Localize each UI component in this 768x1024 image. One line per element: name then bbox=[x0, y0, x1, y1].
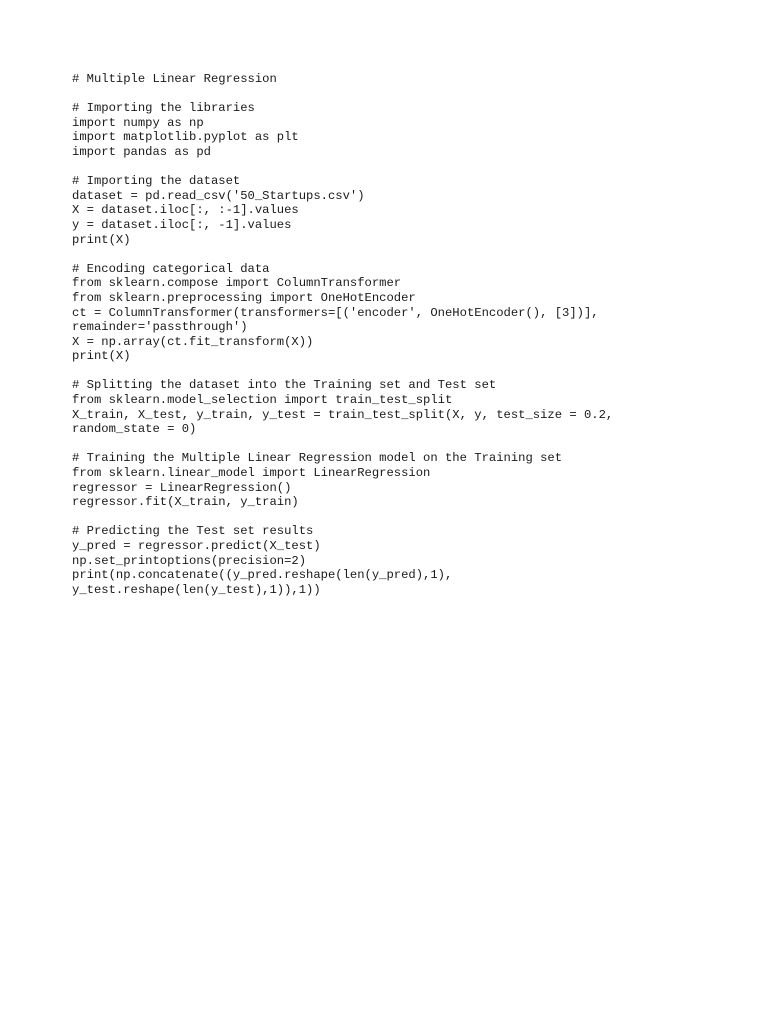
code-block-predicting bbox=[72, 524, 712, 597]
code-line: from sklearn.model_selection import train_test_split bbox=[72, 393, 453, 408]
code-line: # Importing the libraries bbox=[72, 101, 255, 116]
code-block-encoding bbox=[72, 262, 712, 364]
code-line: X = dataset.iloc[:, :-1].values bbox=[72, 203, 299, 218]
code-line: print(np.concatenate((y_pred.reshape(len(y_pred),1), bbox=[72, 568, 453, 583]
code-line: regressor.fit(X_train, y_train) bbox=[72, 495, 299, 510]
code-line: # Multiple Linear Regression bbox=[72, 72, 277, 86]
code-line: X_train, X_test, y_train, y_test = train_test_split(X, y, test_size = 0.2, bbox=[72, 407, 614, 422]
code-line: # Training the Multiple Linear Regression model on the Training set bbox=[72, 451, 563, 466]
code-line: regressor = LinearRegression() bbox=[72, 480, 292, 495]
code-line: from sklearn.compose import ColumnTransformer bbox=[72, 276, 402, 291]
code-line: import matplotlib.pyplot as plt bbox=[72, 130, 299, 145]
code-line: y_pred = regressor.predict(X_test) bbox=[72, 539, 321, 553]
code-block-imports bbox=[72, 101, 712, 159]
code-line: from sklearn.linear_model import LinearRegression bbox=[72, 466, 431, 481]
code-block-title bbox=[72, 72, 712, 87]
code-listing bbox=[72, 72, 712, 612]
code-line: dataset = pd.read_csv('50_Startups.csv') bbox=[72, 188, 365, 203]
code-line: # Encoding categorical data bbox=[72, 261, 270, 276]
code-line: # Predicting the Test set results bbox=[72, 524, 314, 539]
code-line: import numpy as np bbox=[72, 115, 204, 130]
code-block-training bbox=[72, 451, 712, 509]
code-block-dataset bbox=[72, 174, 712, 247]
code-line: # Splitting the dataset into the Training set and Test set bbox=[72, 378, 497, 393]
code-line: X = np.array(ct.fit_transform(X)) bbox=[72, 334, 314, 349]
code-line: remainder='passthrough') bbox=[72, 320, 248, 335]
code-block-splitting bbox=[72, 378, 712, 436]
code-line: y_test.reshape(len(y_test),1)),1)) bbox=[72, 582, 321, 597]
code-line: y = dataset.iloc[:, -1].values bbox=[72, 217, 292, 232]
code-line: # Importing the dataset bbox=[72, 174, 241, 189]
code-line: import pandas as pd bbox=[72, 144, 211, 159]
code-line: print(X) bbox=[72, 232, 131, 247]
code-line: print(X) bbox=[72, 349, 131, 364]
code-line: from sklearn.preprocessing import OneHotEncoder bbox=[72, 290, 416, 305]
code-line: np.set_printoptions(precision=2) bbox=[72, 553, 307, 568]
code-line: ct = ColumnTransformer(transformers=[('encoder', OneHotEncoder(), [3])], bbox=[72, 305, 599, 320]
code-line: random_state = 0) bbox=[72, 422, 197, 437]
